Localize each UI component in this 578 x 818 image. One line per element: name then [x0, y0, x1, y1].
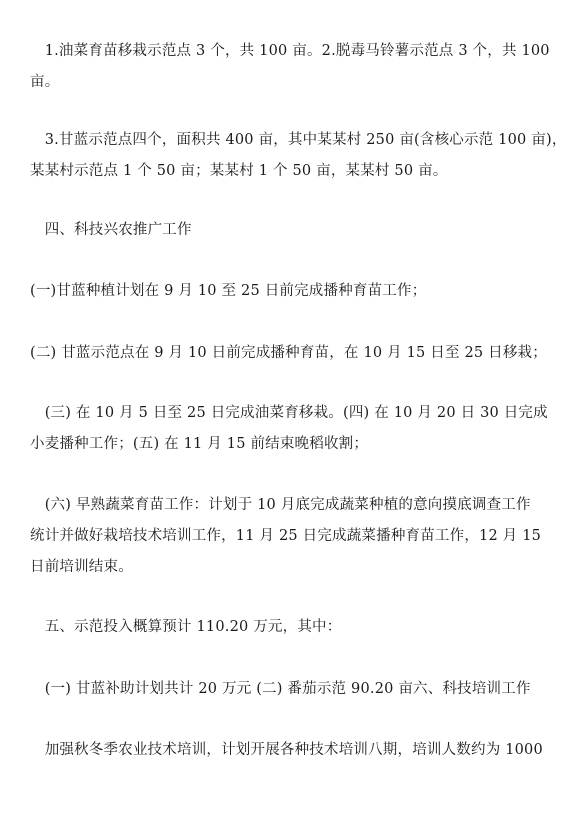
paragraph-cabbage-demo-points [30, 125, 567, 187]
text-line: 日前培训结束。 [30, 559, 133, 575]
text-line: (二) 甘蓝示范点在 9 月 10 日前完成播种育苗，在 10 月 15 日至 25 日移栽； [30, 345, 547, 361]
text-line: (一)甘蓝种植计划在 9 月 10 至 25 日前完成播种育苗工作； [30, 283, 427, 299]
text-line: 加强秋冬季农业技术培训，计划开展各种技术培训八期，培训人数约为 1000 [30, 742, 543, 758]
text-line: 某某村示范点 1 个 50 亩；某某村 1 个 50 亩，某某村 50 亩。 [30, 163, 448, 179]
text-line: 3.甘蓝示范点四个，面积共 400 亩，其中某某村 250 亩(含核心示范 100 亩)， [30, 132, 567, 148]
text-line: (一) 甘蓝补助计划共计 20 万元 (二) 番茄示范 90.20 亩六、科技培训工作 [30, 681, 531, 697]
text-line: (六) 早熟蔬菜育苗工作：计划于 10 月底完成蔬菜种植的意向摸底调查工作 [30, 497, 531, 513]
paragraph-cabbage-demo-schedule [30, 338, 550, 369]
paragraph-early-vegetable-seedling [30, 490, 550, 583]
text-line: 亩。 [30, 74, 60, 90]
paragraph-budget-items [30, 674, 550, 705]
text-line: (三) 在 10 月 5 日至 25 日完成油菜育移栽。(四) 在 10 月 20 日 30 日完成 [30, 405, 548, 421]
section-heading-tech-promotion [30, 215, 550, 246]
paragraph-cabbage-planting-plan [30, 276, 550, 307]
text-line: 统计并做好栽培技术培训工作，11 月 25 日完成蔬菜播种育苗工作，12 月 15 [30, 528, 542, 544]
section-heading-demo-budget [30, 612, 550, 643]
text-line: 五、示范投入概算预计 110.20 万元，其中： [30, 619, 342, 635]
paragraph-rapeseed-wheat-rice-schedule [30, 398, 550, 460]
text-line: 四、科技兴农推广工作 [30, 222, 192, 238]
text-line: 小麦播种工作；(五) 在 11 月 15 前结束晚稻收割； [30, 436, 369, 452]
paragraph-winter-training [30, 735, 550, 766]
text-line: 1.油菜育苗移栽示范点 3 个，共 100 亩。2.脱毒马铃薯示范点 3 个，共 100 [30, 43, 550, 59]
paragraph-demo-points-rapeseed-potato [30, 36, 550, 98]
